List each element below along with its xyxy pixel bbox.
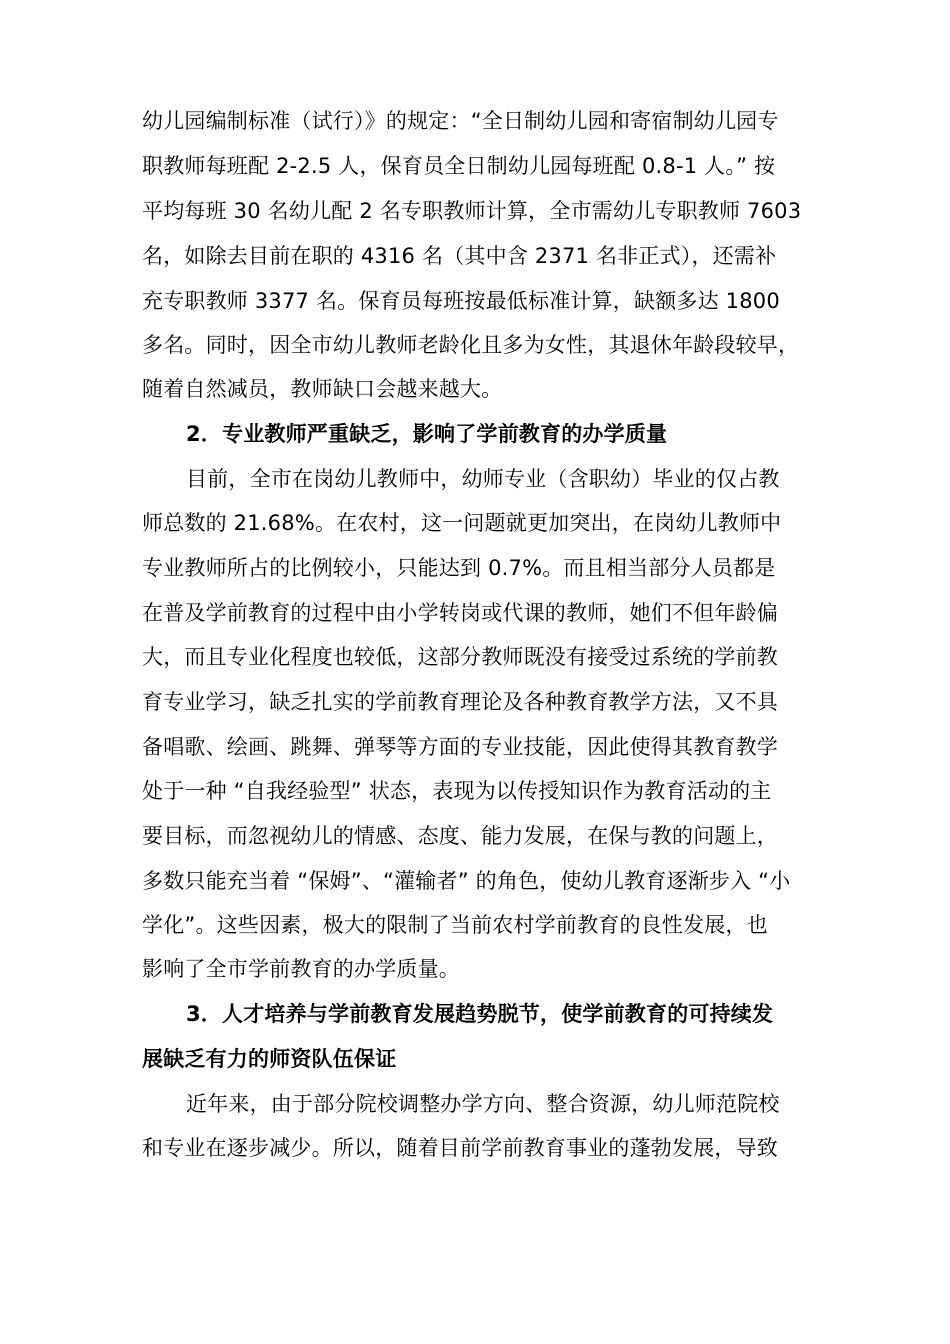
paragraph-line: 目前，全市在岗幼儿教师中，幼师专业（含职幼）毕业的仅占教 [186, 467, 780, 491]
paragraph-line: 名，如除去目前在职的 4316 名（其中含 2371 名非正式），还需补 [142, 244, 777, 268]
paragraph-line: 随着自然减员，教师缺口会越来越大。 [142, 377, 503, 401]
paragraph-line: 在普及学前教育的过程中由小学转岗或代课的教师，她们不但年龄偏 [142, 601, 778, 625]
paragraph-line: 平均每班 30 名幼儿配 2 名专职教师计算，全市需幼儿专职教师 7603 [142, 199, 802, 223]
section-heading: 3．人才培养与学前教育发展趋势脱节，使学前教育的可持续发 [186, 1002, 774, 1026]
paragraph-line: 备唱歌、绘画、跳舞、弹琴等方面的专业技能，因此使得其教育教学 [142, 735, 778, 759]
paragraph-line: 学化”。这些因素，极大的限制了当前农村学前教育的良性发展，也 [142, 913, 768, 937]
paragraph-line: 处于一种 “自我经验型” 状态，表现为以传授知识作为教育活动的主 [142, 779, 772, 803]
paragraph-line: 幼儿园编制标准（试行）》的规定：“全日制幼儿园和寄宿制幼儿园专 [142, 109, 779, 133]
paragraph-line: 影响了全市学前教育的办学质量。 [142, 957, 460, 981]
paragraph-line: 师总数的 21.68%。在农村，这一问题就更加突出，在岗幼儿教师中 [142, 511, 782, 535]
paragraph-line: 育专业学习，缺乏扎实的学前教育理论及各种教育教学方法，又不具 [142, 690, 778, 714]
paragraph-line: 大，而且专业化程度也较低，这部分教师既没有接受过系统的学前教 [142, 645, 778, 669]
paragraph-line: 专业教师所占的比例较小，只能达到 0.7%。而且相当部分人员都是 [142, 556, 776, 580]
paragraph-line: 和专业在逐步减少。所以，随着目前学前教育事业的蓬勃发展，导致 [142, 1136, 778, 1160]
paragraph-line: 充专职教师 3377 名。保育员每班按最低标准计算，缺额多达 1800 [142, 289, 780, 313]
paragraph-line: 近年来，由于部分院校调整办学方向、整合资源，幼儿师范院校 [186, 1092, 780, 1116]
paragraph-line: 多数只能充当着 “保姆”、“灌输者” 的角色，使幼儿教育逐渐步入 “小 [142, 869, 791, 893]
paragraph-line: 要目标，而忽视幼儿的情感、态度、能力发展，在保与教的问题上， [142, 824, 778, 848]
paragraph-line: 职教师每班配 2-2.5 人，保育员全日制幼儿园每班配 0.8-1 人。” 按 [142, 154, 776, 178]
section-heading: 2．专业教师严重缺乏，影响了学前教育的办学质量 [186, 422, 668, 446]
section-heading: 展缺乏有力的师资队伍保证 [142, 1047, 397, 1071]
paragraph-line: 多名。同时，因全市幼儿教师老龄化且多为女性，其退休年龄段较早， [142, 333, 800, 357]
